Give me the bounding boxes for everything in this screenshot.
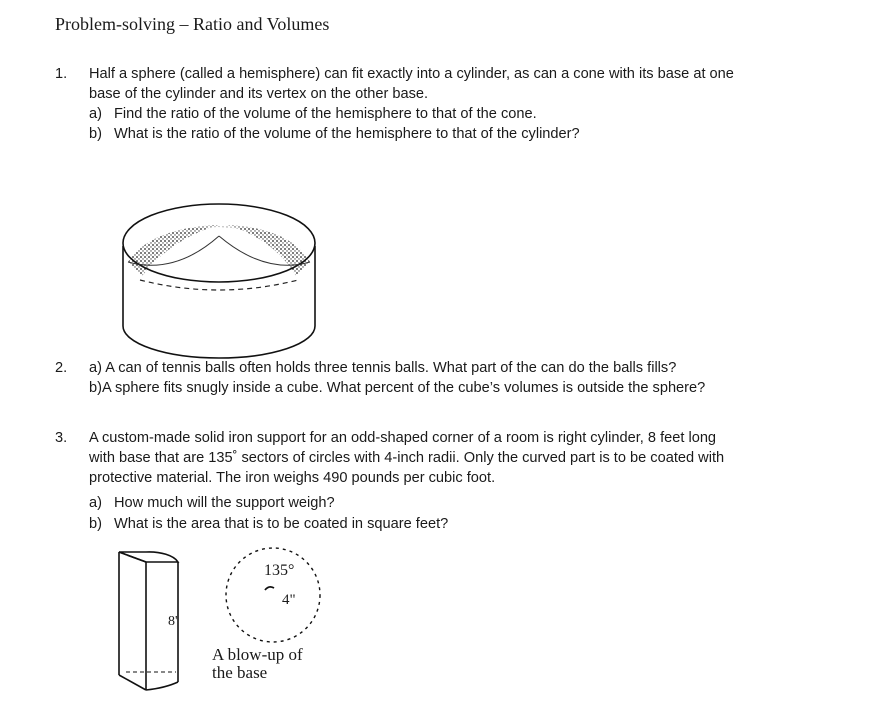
problem-number: 3. xyxy=(55,430,68,446)
problem-text-line: b)A sphere fits snugly inside a cube. What percent of the cube’s volumes is outside the sphere? xyxy=(89,380,706,396)
problem-text-line: protective material. The iron weighs 490 pounds per cubic foot. xyxy=(89,470,496,486)
problem-number: 1. xyxy=(55,66,68,82)
part-label: b) xyxy=(89,126,102,142)
problem-text-line: with base that are 135˚ sectors of circles with 4-inch radii. Only the curved part is to be coated with xyxy=(89,450,725,466)
problem-text-line: base of the cylinder and its vertex on the other base. xyxy=(89,86,429,102)
part-text: What is the ratio of the volume of the hemisphere to that of the cylinder? xyxy=(114,126,580,142)
problem-number: 2. xyxy=(55,360,68,376)
part-text: Find the ratio of the volume of the hemisphere to that of the cone. xyxy=(114,106,537,122)
radius-label: 4" xyxy=(282,592,296,608)
cylinder-drawing xyxy=(123,204,315,358)
part-text: How much will the support weigh? xyxy=(114,495,335,511)
height-label: 8' xyxy=(168,614,178,629)
problem-text-line: a) A can of tennis balls often holds three tennis balls. What part of the can do the balls fills? xyxy=(89,360,677,376)
caption-line: A blow-up of xyxy=(212,645,303,664)
part-label: b) xyxy=(89,516,102,532)
angle-label: 135° xyxy=(264,562,295,579)
page-title: Problem-solving – Ratio and Volumes xyxy=(55,14,330,34)
part-text: What is the area that is to be coated in square feet? xyxy=(114,516,449,532)
part-label: a) xyxy=(89,495,102,511)
problem-text-line: Half a sphere (called a hemisphere) can fit exactly into a cylinder, as can a cone with its base at one xyxy=(89,66,734,82)
caption-line: the base xyxy=(212,663,268,682)
problem-text-line: A custom-made solid iron support for an odd-shaped corner of a room is right cylinder, 8 feet long xyxy=(89,430,717,446)
part-label: a) xyxy=(89,106,102,122)
